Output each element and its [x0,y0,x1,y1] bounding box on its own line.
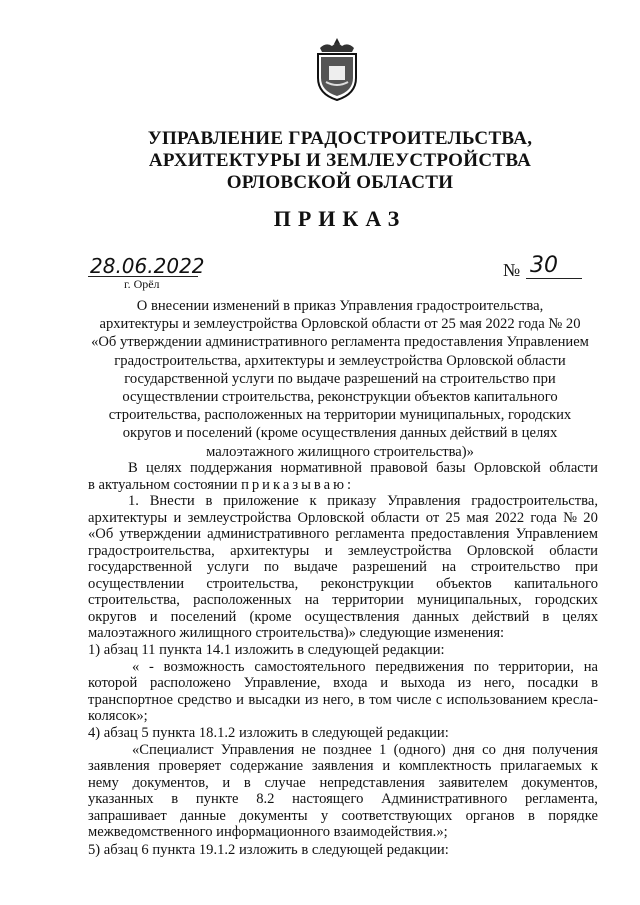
number-underline [526,278,582,279]
organization-name-line: АРХИТЕКТУРЫ И ЗЕМЛЕУСТРОЙСТВА [148,150,532,171]
item-line: градостроительства, архитектуры и землеустройства Орловской области [88,542,598,559]
subitem-intro: 4) абзац 5 пункта 18.1.2 изложить в следующей редакции: [88,725,449,741]
subitem-line: указанных в пункте 8.2 настоящего Административного регламента, [88,791,598,807]
subitem-intro: 1) абзац 11 пункта 14.1 изложить в следующей редакции: [88,642,445,658]
subitem-line: которой расположено Управление, входа и выхода из него, посадки в [88,675,598,691]
subject-line: «Об утверждении административного регламента предоставления Управлением [91,334,589,351]
preamble-line: В целях поддержания нормативной правовой базы Орловской области [128,460,598,476]
city-label: г. Орёл [124,277,160,291]
subject-line: осуществлении строительства, реконструкции объектов капитального [122,389,558,406]
item-line: осуществлении строительства, реконструкции объектов капитального [88,575,598,592]
item-line: округов и поселений (кроме осуществления данных действий в целях [88,608,598,625]
subject-line: малоэтажного жилищного строительства)» [206,443,474,460]
preamble-line [88,477,598,494]
preamble-text: в актуальном состоянии [88,476,238,493]
subitem-line: транспортное средство и высадки из него, в том числе с использованием кресла- [88,691,598,708]
order-subject [70,297,610,461]
subject-line: государственной услуги по выдаче разрешений на строительство при [124,370,556,387]
item-line: 1. Внести в приложение к приказу Управления градостроительства, [128,493,598,509]
subject-line: О внесении изменений в приказ Управления градостроительства, [136,298,544,314]
subject-line: округов и поселений (кроме осуществления данных действий в целях [122,425,558,442]
subitem-line: « - возможность самостоятельного передвижения по территории, на [132,658,598,675]
document-type-title: ПРИКАЗ [273,206,407,231]
number-label: № [503,260,521,280]
subject-line: строительства, расположенных на территории муниципальных, городских [108,407,572,424]
order-number: 30 [530,253,558,278]
item-line: архитектуры и землеустройства Орловской области от 25 мая 2022 года № 20 [88,509,598,526]
subject-line: архитектуры и землеустройства Орловской области от 25 мая 2022 года № 20 [99,316,581,333]
subitem-1 [88,642,598,725]
subitem-5 [88,842,598,859]
item-line: строительства, расположенных на территории муниципальных, городских [88,592,598,608]
coat-of-arms-emblem [312,36,362,102]
subitem-intro: 5) абзац 6 пункта 19.1.2 изложить в следующей редакции: [88,842,449,858]
order-date: 28.06.2022 [90,254,205,278]
subitem-line: заявления проверяет содержание заявления и комплектность прилагаемых к [88,758,598,774]
subitem-line: «Специалист Управления не позднее 1 (одного) дня со дня получения [132,741,598,758]
item-line: государственной услуги по выдаче разрешений на строительство при [88,559,598,575]
preamble [88,460,598,493]
subject-line: градостроительства, архитектуры и землеустройства Орловской области [114,352,566,369]
subitem-line: нему документов, и в случае непредставления заявителем документов, [88,774,598,791]
organization-name-line: ОРЛОВСКОЙ ОБЛАСТИ [226,172,454,193]
subitem-line: запрашивает данные документы у соответствующих органов в порядке [88,807,598,824]
organization-name-line: УПРАВЛЕНИЕ ГРАДОСТРОИТЕЛЬСТВА, [147,128,533,149]
item-1 [88,493,598,642]
item-line: «Об утверждении административного регламента предоставления Управлением [88,526,598,542]
subitem-4 [88,725,598,841]
decree-word: приказываю: [241,476,355,493]
subitem-line: межведомственного информационного взаимодействия.»; [88,824,448,840]
subitem-line: колясок»; [88,708,148,724]
item-line: малоэтажного жилищного строительства)» следующие изменения: [88,625,505,641]
